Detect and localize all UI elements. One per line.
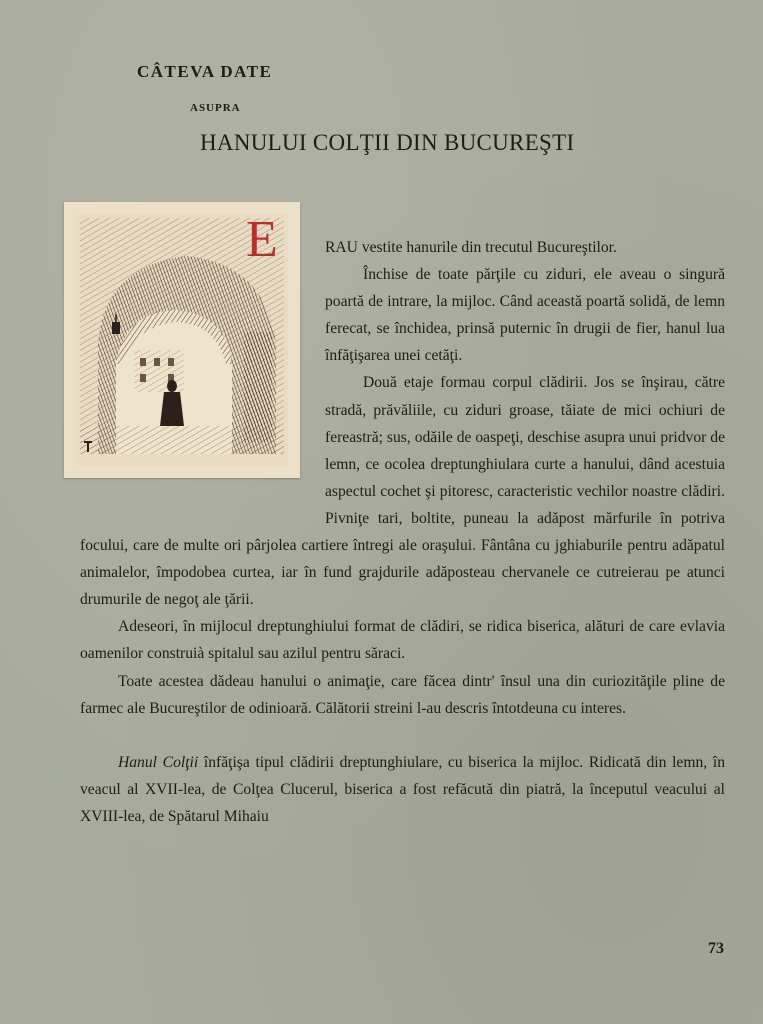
article-body	[80, 234, 725, 830]
illustration-wrap-space	[80, 234, 325, 505]
italic-lead: Hanul Colţii	[118, 753, 199, 771]
drop-cap: E	[246, 211, 278, 268]
paragraph-1: RAU vestite hanurile din trecutul Bucureştilor.	[325, 239, 617, 256]
paragraph-6	[80, 749, 725, 830]
paragraph-6-text: înfăţişa tipul clădirii dreptunghiulare, cu biserica la mijloc. Ridicată din lemn, în veacul al XVII-lea, de Colţea Clucerul, biserica a fost refăcută din piatră, la începutul veacului al XVIII-lea, de Spătarul Mihaiu	[80, 753, 725, 825]
paragraph-gap	[80, 722, 725, 749]
section-kicker: CÂTEVA DATE	[137, 62, 273, 81]
section-subkicker: ASUPRA	[190, 102, 241, 114]
paragraph-4: Adeseori, în mijlocul dreptunghiului format de clădiri, se ridica biserica, alături de care evlavia oamenilor construià spitalul sau azilul pentru săraci.	[80, 618, 725, 663]
paragraph-2: Închise de toate părţile cu ziduri, ele aveau o singură poartă de intrare, la mijloc. Când această poartă solidă, de lemn ferecat, se închidea, prinsă puternic în drugii de fier, hanul lua înfăţişarea unei cetăţi.	[325, 266, 725, 365]
paragraph-5: Toate acestea dădeau hanului o animaţie, care făcea dintr' însul una din curiozităţile pline de farmec ale Bucureştilor de odinioară. Călătorii streini l-au descris întotdeuna cu interes.	[80, 672, 725, 717]
page-number: 73	[708, 940, 724, 957]
page-title: HANULUI COLŢII DIN BUCUREŞTI	[200, 130, 575, 155]
paragraph-3: Două etaje formau corpul clădirii. Jos se înşirau, către stradă, prăvăliile, cu ziduri groase, tăiate de mici ochiuri de fereastră; sus, odăile de oaspeţi, deschise asupra unui pridvor de lemn, ce ocolea dreptunghiulara curte a hanului, dând acestuia aspectul cochet şi pitoresc, caracteristic vechilor noastre clădiri. Pivniţe tari, boltite, puneau la adăpost mărfurile în potriva focului, care de multe ori pârjolea cartiere întregi ale oraşului. Fântâna cu jghiaburile pentru adăpatul animalelor, împodobea curtea, iar în fund grajdurile adăposteau chervanele ce cutreierau pe atunci drumurile de negoţ ale ţării.	[80, 374, 725, 609]
